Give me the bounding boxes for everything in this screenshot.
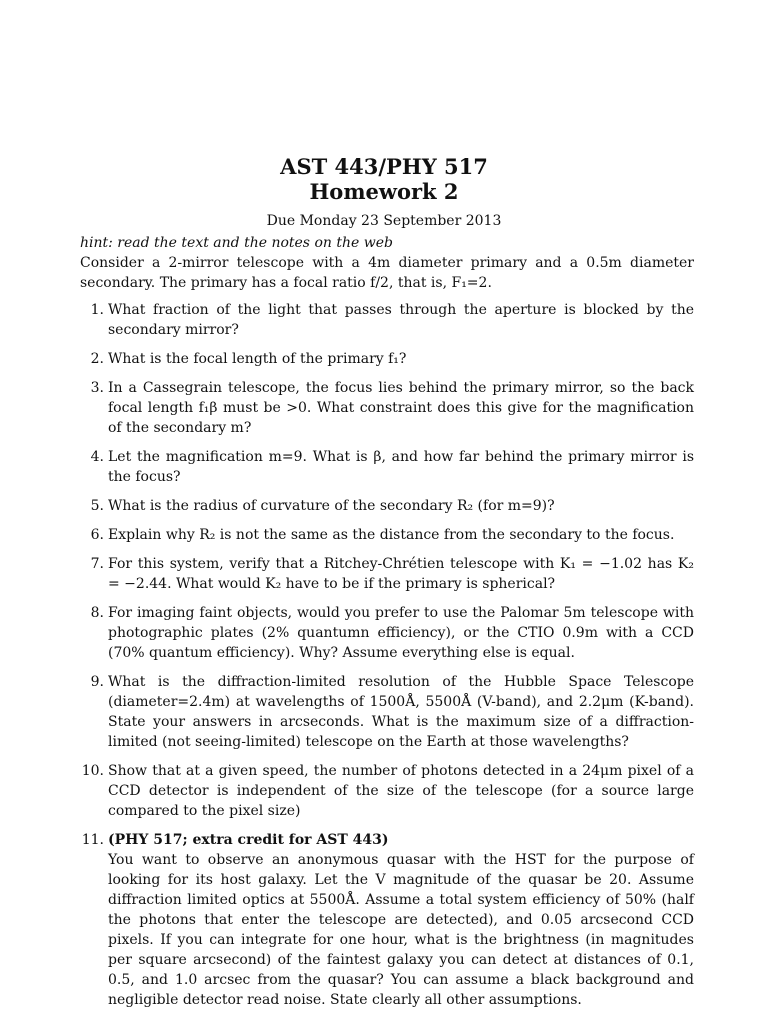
question-item	[80, 378, 694, 438]
question-text: For imaging faint objects, would you prefer to use the Palomar 5m telescope with photographic plates (2% quantumn efficiency), or the CTIO 0.9m with a CCD (70% quantum efficiency). Why? Assume everything else is equal.	[108, 605, 694, 661]
question-text: What fraction of the light that passes through the aperture is blocked by the secondary mirror?	[108, 302, 694, 338]
course-title: AST 443/PHY 517	[280, 154, 488, 179]
question-heading: (PHY 517; extra credit for AST 443)	[108, 832, 389, 848]
question-number: 1.	[90, 302, 104, 318]
question-number: 5.	[90, 498, 104, 514]
due-date: Due Monday 23 September 2013	[266, 213, 502, 229]
question-text: Explain why R₂ is not the same as the distance from the secondary to the focus.	[108, 527, 675, 543]
question-number: 2.	[90, 351, 104, 367]
question-number: 7.	[90, 556, 104, 572]
question-number: 9.	[90, 674, 104, 690]
question-text: For this system, verify that a Ritchey-Chrétien telescope with K₁ = −1.02 has K₂ = −2.44. What would K₂ have to be if the primary is spherical?	[108, 556, 694, 592]
question-list	[80, 300, 694, 1019]
question-item	[80, 349, 694, 369]
question-text: In a Cassegrain telescope, the focus lies behind the primary mirror, so the back focal length f₁β must be >0. What constraint does this give for the magnification of the secondary m?	[108, 380, 694, 436]
question-text: What is the diffraction-limited resolution of the Hubble Space Telescope (diameter=2.4m) at wavelengths of 1500Å, 5500Å (V-band), and 2.2μm (K-band). State your answers in arcseconds. What is the maximum size of a diffraction-limited (not seeing-limited) telescope on the Earth at those wavelengths?	[108, 674, 694, 750]
question-item	[80, 496, 694, 516]
question-item	[80, 447, 694, 487]
question-text: Show that at a given speed, the number of photons detected in a 24μm pixel of a CCD detector is independent of the size of the telescope (for a source large compared to the pixel size)	[108, 763, 694, 819]
question-number: 11.	[81, 832, 104, 848]
question-item	[80, 672, 694, 752]
question-text: What is the focal length of the primary f₁?	[108, 351, 407, 367]
question-text: What is the radius of curvature of the secondary R₂ (for m=9)?	[108, 498, 555, 514]
question-item	[80, 554, 694, 594]
question-number: 3.	[90, 380, 104, 396]
question-item	[80, 603, 694, 663]
question-number: 6.	[90, 527, 104, 543]
question-item	[80, 761, 694, 821]
question-item	[80, 525, 694, 545]
intro-paragraph: Consider a 2-mirror telescope with a 4m diameter primary and a 0.5m diameter secondary. The primary has a focal ratio f/2, that is, F₁=2.	[80, 255, 694, 291]
question-number: 8.	[90, 605, 104, 621]
homework-title: Homework 2	[309, 179, 459, 204]
question-number: 10.	[81, 763, 104, 779]
question-item	[80, 300, 694, 340]
question-text: Let the magnification m=9. What is β, and how far behind the primary mirror is the focus?	[108, 449, 694, 485]
hint-text: hint: read the text and the notes on the web	[80, 235, 393, 251]
question-number: 4.	[90, 449, 104, 465]
question-item	[80, 830, 694, 1010]
question-text: You want to observe an anonymous quasar with the HST for the purpose of looking for its host galaxy. Let the V magnitude of the quasar be 20. Assume diffraction limited optics at 5500Å. Assume a total system efficiency of 50% (half the photons that enter the telescope are detected), and 0.05 arcsecond CCD pixels. If you can integrate for one hour, what is the brightness (in magnitudes per square arcsecond) of the faintest galaxy you can detect at distances of 0.1, 0.5, and 1.0 arcsec from the quasar? You can assume a black background and negligible detector read noise. State clearly all other assumptions.	[108, 852, 694, 1008]
